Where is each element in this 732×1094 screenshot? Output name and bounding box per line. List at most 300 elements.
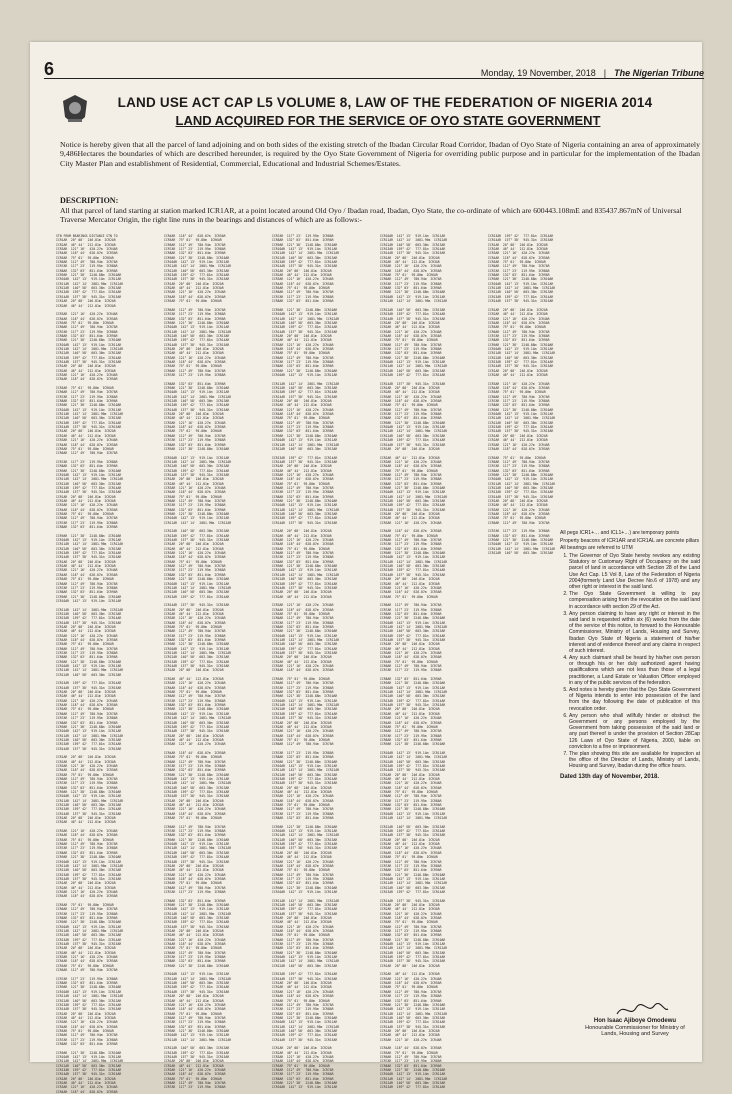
table-row: ICR7AR 117° 23' 219.95m ICR8AR [164,763,226,768]
table-row: ICR12AR 140° 58' 603.36m ICR13AR [56,611,122,616]
table-row: ICR9AR 121° 38' 2248.88m ICR10AR [488,407,554,412]
table-row: ICR8AR 132° 03' 851.64m ICR9AR [272,816,334,821]
table-row: ICR12AR 140° 58' 603.36m ICR13AR [56,286,122,291]
table-row: ICR11AR 142° 14' 2081.96m ICR12AR [272,768,340,773]
table-row: ICR8AR 132° 03' 851.64m ICR9AR [272,755,334,760]
table-row: ICR10AR 142° 13' 919.14m ICR11AR [380,294,446,299]
table-column [164,234,272,1090]
table-row: ICR2AR 46° 44' 212.81m ICR3AR [164,351,224,356]
table-row: ICR9AR 121° 38' 2248.88m ICR10AR [272,307,338,312]
table-row: ICR12AR 140° 58' 603.36m ICR13AR [272,255,338,260]
table-row: ICR4AR 118° 44' 628.07m ICR5AR [56,251,118,256]
table-row: ICR8AR 132° 03' 851.64m ICR9AR [272,429,334,434]
table-row: ICR5AR 75° 01' 95.80m ICR6AR [380,468,438,473]
table-row: ICR8AR 132° 03' 851.64m ICR9AR [380,546,442,551]
table-row: ICR7AR 117° 23' 219.95m ICR8AR [56,459,118,464]
table-row: ICR1AR 20° 08' 246.81m ICR2AR [272,333,332,338]
table-row: ICR2AR 46° 44' 212.81m ICR3AR [380,325,440,330]
table-row: ICR1AR 20° 08' 246.81m ICR2AR [56,816,116,821]
table-row: ICR9AR 121° 38' 2248.88m ICR10AR [56,338,122,343]
table-row: ICR7AR 117° 23' 219.95m ICR8AR [272,811,334,816]
table-row: ICR12AR 140° 58' 603.36m ICR13AR [380,950,446,955]
table-row: ICR11AR 142° 14' 2081.96m ICR12AR [164,911,232,916]
table-row: ICR2AR 46° 44' 212.81m ICR3AR [164,1063,224,1068]
table-row: ICR11AR 142° 14' 2081.96m ICR12AR [380,816,448,821]
table-row: ICR10AR 142° 13' 919.14m ICR11AR [164,516,230,521]
table-row: ICR6AR 112° 49' 780.94m ICR7AR [272,485,334,490]
list-item: 7. The plan showing this site are available for inspection at the office of the Director of Lands, Ministry of Lands, Housing and Survey, Ibadan during the office hours. [569,751,700,769]
table-row: ICR6AR 112° 49' 780.94m ICR7AR [272,355,334,360]
table-row: ICR3AR 121° 16' 420.27m ICR4AR [488,316,550,321]
table-row: ICR7AR 117° 23' 219.95m ICR8AR [380,346,442,351]
table-row: ICR10AR 142° 13' 919.14m ICR11AR [380,876,446,881]
table-row: ICR8AR 132° 03' 851.64m ICR9AR [272,494,334,499]
table-row: ICR5AR 75° 01' 95.80m ICR6AR [164,429,222,434]
table-row: ICR10AR 142° 13' 919.14m ICR11AR [164,455,230,460]
table-row: ICR14AR 157° 38' 945.31m ICR15AR [380,507,446,512]
table-row: ICR10AR 142° 13' 919.14m ICR11AR [380,490,446,495]
list-item: 5. And notes is hereby given that the Oyo State Government of Nigeria intends to enter into possession of the land from the day following the date of publication of this revocation order. [569,687,700,711]
table-row: ICR3AR 121° 16' 420.27m ICR4AR [380,651,442,655]
table-row: ICR8AR 132° 03' 851.64m ICR9AR [488,403,550,408]
table-row: ICR14AR 157° 38' 945.31m ICR15AR [272,329,338,334]
table-row: ICR2AR 46° 44' 212.81m ICR3AR [56,950,116,955]
table-row: ICR5AR 75° 01' 95.80m ICR6AR [164,238,222,243]
table-row: ICR3AR 121° 16' 420.27m ICR4AR [56,438,118,443]
table-row: ICR7AR 117° 23' 219.95m ICR8AR [380,1059,442,1064]
table-row: ICR4AR 118° 44' 628.07m ICR5AR [56,1024,118,1029]
table-row: ICR1AR 20° 08' 246.81m ICR2AR [164,412,224,417]
table-row: ICR12AR 140° 58' 603.36m ICR13AR [272,1028,338,1033]
table-row: ICR14AR 157° 38' 945.31m ICR15AR [56,1007,122,1012]
table-row: ICR7AR 117° 23' 219.95m ICR8AR [164,698,226,703]
table-row: ICR6AR 112° 49' 780.94m ICR7AR [56,842,118,847]
table-row: ICR10AR 142° 13' 919.14m ICR11AR [56,407,122,412]
table-row: ICR3AR 121° 16' 420.27m ICR4AR [56,633,118,638]
table-row: ICR11AR 142° 14' 2081.96m ICR12AR [272,1024,340,1029]
table-row: ICR14AR 157° 38' 945.31m ICR15AR [488,429,554,434]
table-row: ICR14AR 157° 38' 945.31m ICR15AR [272,585,338,590]
table-row: ICR5AR 75° 01' 95.80m ICR6AR [488,516,546,521]
table-row: ICR8AR 132° 03' 851.64m ICR9AR [56,981,118,986]
table-row: ICR2AR 46° 44' 212.81m ICR3AR [272,594,332,599]
table-row: ICR13AR 159° 42' 777.81m ICR14AR [272,325,338,330]
table-row: ICR7AR 117° 23' 219.95m ICR8AR [272,490,334,495]
table-row: ICR10AR 142° 13' 919.14m ICR11AR [488,346,554,351]
table-row: ICR12AR 140° 58' 603.36m ICR13AR [164,850,230,855]
table-row: ICR10AR 142° 13' 919.14m ICR11AR [380,359,446,364]
table-row: ICR7AR 117° 23' 219.95m ICR8AR [164,503,226,508]
table-row: ICR3AR 121° 16' 420.27m ICR4AR [272,603,334,608]
table-row: ICR5AR 75° 01' 95.80m ICR6AR [272,737,330,742]
table-row: ICR5AR 75° 01' 95.80m ICR6AR [272,998,330,1003]
table-row: ICR14AR 157° 38' 945.31m ICR15AR [380,381,446,386]
table-row: ICR2AR 46° 44' 212.81m ICR3AR [488,373,548,377]
table-row: ICR7AR 117° 23' 219.95m ICR8AR [488,268,550,273]
table-row: ICR6AR 112° 49' 780.94m ICR7AR [488,264,550,269]
table-row: ICR3AR 121° 16' 420.27m ICR4AR [380,911,442,916]
table-row: ICR2AR 46° 44' 212.81m ICR3AR [164,416,224,421]
table-row: ICR11AR 142° 14' 2081.96m ICR12AR [164,781,232,786]
table-row: ICR8AR 132° 03' 851.64m ICR9AR [272,881,334,886]
table-row: ICR14AR 157° 38' 945.31m ICR15AR [164,407,230,412]
table-row: ICR6AR 112° 49' 780.94m ICR7AR [380,729,442,734]
table-row: ICR9AR 121° 38' 2248.88m ICR10AR [272,368,338,373]
table-row: ICR6AR 112° 49' 780.94m ICR7AR [272,937,334,942]
table-row: ICR1AR 20° 08' 246.81m ICR2AR [272,590,332,595]
table-row: ICR2AR 46° 44' 212.81m ICR3AR [380,776,440,781]
table-row: ICR4AR 118° 44' 628.07m ICR5AR [272,346,334,351]
table-row: ICR11AR 142° 14' 2081.96m ICR12AR [272,703,340,708]
table-row: ICR1AR 20° 08' 246.81m ICR2AR [56,494,116,499]
table-row: ICR9AR 121° 38' 2248.88m ICR10AR [164,255,230,260]
description-text: All that parcel of land starting at station marked ICR1AR, at a point located around Old Oyo / Ibadan road, Ibadan, Oyo State, the co-ordinate of which are 600443.108mE and 835437.867mN of Universal Traverse Mercator Origin, the right line runs in the bearings and distances of which are as follows:- [60,206,682,225]
table-row: ICR12AR 140° 58' 603.36m ICR13AR [56,1063,122,1068]
table-row: ICR6AR 112° 49' 780.94m ICR7AR [380,859,442,864]
table-row: ICR8AR 132° 03' 851.64m ICR9AR [488,273,550,278]
table-row: ICR9AR 121° 38' 2248.88m ICR10AR [164,577,230,582]
table-row: ICR8AR 132° 03' 851.64m ICR9AR [164,768,226,773]
table-row: ICR8AR 132° 03' 851.64m ICR9AR [56,915,118,920]
table-row: ICR2AR 46° 44' 212.81m ICR3AR [56,759,116,764]
table-row: ICR11AR 142° 14' 2081.96m ICR12AR [380,429,448,434]
table-row: ICR4AR 118° 44' 628.07m ICR5AR [56,377,118,382]
table-row: ICR6AR 112° 49' 780.94m ICR7AR [272,807,334,812]
paper-name: The Nigerian Tribune [614,68,704,78]
table-row: ICR10AR 142° 13' 919.14m ICR11AR [164,325,230,330]
table-row: ICR9AR 121° 38' 2248.88m ICR10AR [488,538,554,543]
table-row: ICR10AR 142° 13' 919.14m ICR11AR [272,312,338,317]
table-row: ICR8AR 132° 03' 851.64m ICR9AR [272,1011,334,1016]
table-row: ICR8AR 132° 03' 851.64m ICR9AR [164,381,226,386]
table-row: ICR4AR 118° 44' 628.07m ICR5AR [56,833,118,838]
table-row: ICR2AR 46° 44' 212.81m ICR3AR [56,368,116,373]
table-row: ICR11AR 142° 14' 2081.96m ICR12AR [56,798,124,803]
table-row: ICR1AR 20° 08' 246.81m ICR2AR [272,529,332,534]
table-row: ICR4AR 118° 44' 628.07m ICR5AR [380,1046,442,1051]
table-row: ICR12AR 140° 58' 603.36m ICR13AR [56,998,122,1003]
table-row: ICR1AR 20° 08' 246.81m ICR2AR [380,772,440,777]
table-row: ICR10AR 142° 13' 919.14m ICR11AR [56,794,122,799]
table-row: ICR6AR 112° 49' 780.94m ICR7AR [56,907,118,912]
table-row: ICR8AR 132° 03' 851.64m ICR9AR [164,703,226,708]
table-row: ICR7AR 117° 23' 219.95m ICR8AR [164,633,226,638]
table-row: ICR12AR 140° 58' 603.36m ICR13AR [380,759,446,764]
table-row: ICR4AR 118° 44' 628.07m ICR5AR [164,359,226,364]
table-row: ICR3AR 121° 16' 420.27m ICR4AR [164,355,226,360]
table-row: ICR13AR 159° 42' 777.81m ICR14AR [56,355,122,360]
table-row: ICR11AR 142° 14' 2081.96m ICR12AR [272,959,340,964]
table-row: ICR13AR 159° 42' 777.81m ICR14AR [488,234,554,238]
table-row: ICR3AR 121° 16' 420.27m ICR4AR [164,807,226,812]
table-row: ICR5AR 75° 01' 95.80m ICR6AR [380,920,438,925]
table-row: ICR4AR 118° 44' 628.07m ICR5AR [488,320,550,325]
table-row: ICR1AR 20° 08' 246.81m ICR2AR [164,1059,224,1064]
table-row: ICR4AR 118° 44' 628.07m ICR5AR [380,268,442,273]
table-row: ICR6AR 112° 49' 780.94m ICR7AR [56,968,118,973]
table-row: ICR3AR 121° 16' 420.27m ICR4AR [56,1020,118,1025]
table-row: ICR7AR 117° 23' 219.95m ICR8AR [488,333,550,338]
table-row: ICR10AR 142° 13' 919.14m ICR11AR [164,581,230,586]
table-row: ICR4AR 118° 44' 628.07m ICR5AR [272,1059,334,1064]
table-row: ICR4AR 118° 44' 628.07m ICR5AR [164,1007,226,1012]
table-row: ICR12AR 140° 58' 603.36m ICR13AR [164,785,230,790]
table-row: ICR10AR 142° 13' 919.14m ICR11AR [56,538,122,543]
table-row: ICR2AR 46° 44' 212.81m ICR3AR [164,286,224,291]
table-row: ICR3AR 121° 16' 420.27m ICR4AR [380,520,442,525]
table-row: ICR11AR 142° 14' 2081.96m ICR12AR [56,929,124,933]
table-row: ICR5AR 75° 01' 95.80m ICR6AR [56,255,114,260]
table-row: ICR7AR 117° 23' 219.95m ICR8AR [488,529,550,534]
table-row: ICR3AR 121° 16' 420.27m ICR4AR [380,459,442,464]
table-row: ICR10AR 142° 13' 919.14m ICR11AR [272,955,338,960]
table-row: ICR1AR 20° 08' 246.81m ICR2AR [56,364,116,369]
table-row: ICR1AR 20° 08' 246.81m ICR2AR [380,963,440,968]
table-row: ICR11AR 142° 14' 2081.96m ICR12AR [380,299,448,304]
table-row: ICR8AR 132° 03' 851.64m ICR9AR [380,933,442,938]
table-row: ICR7AR 117° 23' 219.95m ICR8AR [56,264,118,269]
table-row: ICR6AR 112° 49' 780.94m ICR7AR [164,242,226,247]
table-row: ICR13AR 159° 42' 777.81m ICR14AR [164,855,230,860]
table-row: ICR3AR 121° 16' 420.27m ICR4AR [272,794,334,799]
table-row: ICR9AR 121° 38' 2248.88m ICR10AR [272,564,338,569]
table-row: ICR14AR 157° 38' 945.31m ICR15AR [164,729,230,734]
table-row: ICR14AR 157° 38' 945.31m ICR15AR [272,459,338,464]
table-row: ICR8AR 132° 03' 851.64m ICR9AR [272,299,334,304]
table-row: ICR3AR 121° 16' 420.27m ICR4AR [164,551,226,556]
table-row: ICR11AR 142° 14' 2081.96m ICR12AR [272,507,340,512]
table-row: ICR7AR 117° 23' 219.95m ICR8AR [380,607,442,612]
table-row: ICR4AR 118° 44' 628.07m ICR5AR [380,529,442,534]
table-row: ICR1AR 20° 08' 246.81m ICR2AR [56,624,116,629]
table-row: ICR13AR 159° 42' 777.81m ICR14AR [272,842,338,847]
table-row: ICR3AR 121° 16' 420.27m ICR4AR [488,251,550,256]
table-row: ICR1AR 20° 08' 246.81m ICR2AR [380,446,440,451]
table-row: ICR6AR 112° 49' 780.94m ICR7AR [488,459,550,464]
masthead [44,58,704,79]
table-row: ICR11AR 142° 14' 2081.96m ICR12AR [164,585,232,590]
table-row: ICR11AR 142° 14' 2081.96m ICR12AR [272,316,340,321]
dated-line: Dated 13th day of November, 2018. [560,774,660,781]
table-row: ICR11AR 142° 14' 2081.96m ICR12AR [164,264,232,269]
table-row: ICR5AR 75° 01' 95.80m ICR6AR [272,933,330,938]
table-row: ICR13AR 159° 42' 777.81m ICR14AR [164,273,230,278]
table-row: ICR8AR 132° 03' 851.64m ICR9AR [164,442,226,447]
table-row: ICR3AR 121° 16' 420.27m ICR4AR [488,507,550,512]
table-row: ICR10AR 142° 13' 919.14m ICR11AR [380,811,446,816]
table-row: ICR7AR 117° 23' 219.95m ICR8AR [56,329,118,334]
table-row: ICR5AR 75° 01' 95.80m ICR6AR [272,286,330,291]
table-row: ICR13AR 159° 42' 777.81m ICR14AR [272,260,338,265]
table-row: ICR13AR 159° 42' 777.81m ICR14AR [488,425,554,430]
table-row: ICR3AR 121° 16' 420.27m ICR4AR [272,729,334,734]
table-row: ICR2AR 46° 44' 212.81m ICR3AR [380,646,440,651]
table-row: ICR2AR 46° 44' 212.81m ICR3AR [164,998,224,1003]
table-row: ICR9AR 121° 38' 2248.88m ICR10AR [164,837,230,842]
table-row: ICR9AR 121° 38' 2248.88m ICR10AR [272,1015,338,1020]
table-row: ICR12AR 140° 58' 603.36m ICR13AR [380,1081,446,1086]
table-row: ICR13AR 159° 42' 777.81m ICR14AR [380,438,446,443]
table-row: ICR7AR 117° 23' 219.95m ICR8AR [380,412,442,417]
table-row: ICR13AR 159° 42' 777.81m ICR14AR [380,1085,446,1090]
table-row: ICR9AR 121° 38' 2248.88m ICR10AR [488,342,554,347]
table-row: ICR13AR 159° 42' 777.81m ICR14AR [56,1068,122,1072]
table-row: ICR9AR 121° 38' 2248.88m ICR10AR [272,433,338,438]
table-row: ICR1AR 20° 08' 246.81m ICR2AR [56,690,116,695]
list-item: 3. Any person claiming to have any right or interest in the said land is requested within six (6) weeks from the date of the service of this notice, to forward to the Honourable Commissioner, Ministry of Lands, Housing and Survey, Ibadan Oyo State of Nigeria a statement of his/her interest and of evidence thereof and any claims in respect of such interest. [569,611,700,654]
table-row: ICR10AR 142° 13' 919.14m ICR11AR [164,390,230,395]
signer-name: Hon Isaac Ajiboye Omodewu [593,1018,677,1024]
table-row: ICR13AR 159° 42' 777.81m ICR14AR [56,681,122,686]
table-row: ICR5AR 75° 01' 95.80m ICR6AR [272,416,330,421]
table-row: ICR1AR 20° 08' 246.81m ICR2AR [164,863,224,868]
table-row: ICR6AR 112° 49' 780.94m ICR7AR [272,1002,334,1007]
table-row: ICR14AR 157° 38' 945.31m ICR15AR [56,490,122,495]
table-row: ICR4AR 118° 44' 628.07m ICR5AR [380,590,442,595]
table-row: ICR9AR 121° 38' 2248.88m ICR10AR [272,759,338,764]
table-row: ICR3AR 121° 16' 420.27m ICR4AR [56,312,118,317]
table-row: ICR2AR 46° 44' 212.81m ICR3AR [272,273,332,278]
table-row: ICR4AR 118° 44' 628.07m ICR5AR [380,399,442,404]
table-row: ICR9AR 121° 38' 2248.88m ICR10AR [56,533,122,538]
table-row: ICR1AR 20° 08' 246.81m ICR2AR [380,1028,440,1033]
table-row: ICR5AR 75° 01' 95.80m ICR6AR [380,790,438,794]
table-row: ICR6AR 112° 49' 780.94m ICR7AR [56,711,118,716]
table-row: ICR14AR 157° 38' 945.31m ICR15AR [272,911,338,916]
table-row: ICR1AR 20° 08' 246.81m ICR2AR [488,368,548,373]
table-row: ICR14AR 157° 38' 945.31m ICR15AR [164,859,230,864]
table-row: ICR13AR 159° 42' 777.81m ICR14AR [272,711,338,716]
table-row: ICR2AR 46° 44' 212.81m ICR3AR [488,438,548,443]
table-row: ICR12AR 140° 58' 603.36m ICR13AR [272,320,338,325]
table-row: ICR4AR 118° 44' 628.07m ICR5AR [56,703,118,708]
table-row: ICR12AR 140° 58' 603.36m ICR13AR [272,707,338,712]
table-row: ICR12AR 140° 58' 603.36m ICR13AR [380,694,446,699]
table-row: ICR3AR 121° 16' 420.27m ICR4AR [56,763,118,768]
table-row: ICR5AR 75° 01' 95.80m ICR6AR [488,325,546,330]
table-row: ICR9AR 121° 38' 2248.88m ICR10AR [56,1050,122,1055]
table-row: ICR1AR 20° 08' 246.81m ICR2AR [56,1011,116,1016]
table-row: ICR2AR 46° 44' 212.81m ICR3AR [56,820,116,825]
table-row: ICR11AR 142° 14' 2081.96m ICR12AR [380,624,448,629]
table-row: ICR3AR 121° 16' 420.27m ICR4AR [164,485,226,490]
table-row: ICR5AR 75° 01' 95.80m ICR6AR [164,881,222,886]
table-row: ICR6AR 112° 49' 780.94m ICR7AR [380,277,442,282]
table-row: ICR7AR 117° 23' 219.95m ICR8AR [56,651,118,655]
table-row: ICR12AR 140° 58' 603.36m ICR13AR [380,498,446,503]
table-row: ICR2AR 46° 44' 212.81m ICR3AR [164,803,224,808]
table-row: ICR3AR 121° 16' 420.27m ICR4AR [56,247,118,252]
table-row: ICR14AR 157° 38' 945.31m ICR15AR [164,277,230,282]
table-row: ICR1AR 20° 08' 246.81m ICR2AR [56,1076,116,1081]
table-row: ICR7AR 117° 23' 219.95m ICR8AR [164,568,226,573]
table-row: ICR3AR 121° 16' 420.27m ICR4AR [272,472,334,477]
table-row: ICR13AR 159° 42' 777.81m ICR14AR [56,616,122,621]
table-row: ICR8AR 132° 03' 851.64m ICR9AR [164,898,226,903]
table-row: ICR2AR 46° 44' 212.81m ICR3AR [56,885,116,890]
table-row: ICR11AR 142° 14' 2081.96m ICR12AR [488,286,556,291]
table-row: ICR6AR 112° 49' 780.94m ICR7AR [488,520,550,525]
table-row: ICR11AR 142° 14' 2081.96m ICR12AR [272,833,340,838]
table-row: ICR14AR 157° 38' 945.31m ICR15AR [56,1072,122,1077]
table-row: ICR8AR 132° 03' 851.64m ICR9AR [56,590,118,595]
table-column [272,234,380,1090]
table-row: ICR11AR 142° 14' 2081.96m ICR12AR [56,542,124,547]
table-row: ICR13AR 159° 42' 777.81m ICR14AR [380,955,446,960]
table-row: ICR7AR 117° 23' 219.95m ICR8AR [380,477,442,482]
table-row: ICR4AR 118° 44' 628.07m ICR5AR [164,425,226,430]
table-row: ICR11AR 142° 14' 2081.96m ICR12AR [380,690,448,695]
table-row: ICR9AR 121° 38' 2248.88m ICR10AR [380,1068,446,1072]
table-row: ICR3AR 121° 16' 420.27m ICR4AR [380,585,442,590]
table-row: ICR10AR 142° 13' 919.14m ICR11AR [164,260,230,265]
table-row: ICR3AR 121° 16' 420.27m ICR4AR [164,1002,226,1007]
table-row: ICR3AR 121° 16' 420.27m ICR4AR [380,976,442,981]
table-row: ICR8AR 132° 03' 851.64m ICR9AR [56,850,118,855]
table-row: ICR3AR 121° 16' 420.27m ICR4AR [380,781,442,786]
table-row: ICR6AR 112° 49' 780.94m ICR7AR [56,776,118,781]
table-row: ICR7AR 117° 23' 219.95m ICR8AR [56,716,118,721]
table-row: ICR3AR 121° 16' 420.27m ICR4AR [380,329,442,334]
table-row: ICR6AR 112° 49' 780.94m ICR7AR [56,390,118,395]
table-row: ICR12AR 140° 58' 603.36m ICR13AR [164,720,230,725]
table-row: ICR8AR 132° 03' 851.64m ICR9AR [164,637,226,642]
table-row: ICR1AR 20° 08' 246.81m ICR2AR [56,429,116,434]
table-row: ICR4AR 118° 44' 628.07m ICR5AR [164,1072,226,1077]
table-row: ICR7AR 117° 23' 219.95m ICR8AR [164,438,226,443]
table-row: ICR14AR 157° 38' 945.31m ICR15AR [380,442,446,447]
table-row: ICR8AR 132° 03' 851.64m ICR9AR [164,833,226,838]
table-row: ICR2AR 46° 44' 212.81m ICR3AR [164,611,224,616]
table-row: ICR12AR 140° 58' 603.36m ICR13AR [380,564,446,569]
table-row: ICR14AR 157° 38' 945.31m ICR15AR [164,989,230,994]
table-row: ICR4AR 118° 44' 628.07m ICR5AR [56,637,118,642]
table-row: ICR13AR 159° 42' 777.81m ICR14AR [56,937,122,942]
table-row: ICR1AR 20° 08' 246.81m ICR2AR [380,902,440,907]
table-row: ICR14AR 157° 38' 945.31m ICR15AR [56,746,122,751]
table-row: ICR12AR 140° 58' 603.36m ICR13AR [56,933,122,938]
table-row: ICR5AR 75° 01' 95.80m ICR6AR [56,772,114,777]
table-row: ICR8AR 132° 03' 851.64m ICR9AR [488,338,550,343]
table-row: ICR9AR 121° 38' 2248.88m ICR10AR [164,386,230,391]
table-row: ICR14AR 157° 38' 945.31m ICR15AR [56,876,122,881]
table-row: ICR11AR 142° 14' 2081.96m ICR12AR [272,637,340,642]
table-row: ICR10AR 142° 13' 919.14m ICR11AR [164,842,230,847]
table-row: ICR4AR 118° 44' 628.07m ICR5AR [56,572,118,577]
table-row: ICR12AR 140° 58' 603.36m ICR13AR [380,1015,446,1020]
table-row: ICR1AR 20° 08' 246.81m ICR2AR [380,577,440,582]
table-row: ICR7AR 117° 23' 219.95m ICR8AR [164,1085,226,1090]
table-row: ICR14AR 157° 38' 945.31m ICR15AR [164,664,230,669]
table-row: ICR13AR 159° 42' 777.81m ICR14AR [164,1050,230,1055]
table-row: ICR5AR 75° 01' 95.80m ICR6AR [380,273,438,278]
table-row: ICR2AR 46° 44' 212.81m ICR3AR [380,516,440,521]
table-row: ICR11AR 142° 14' 2081.96m ICR12AR [380,755,448,760]
table-row: ICR10AR 142° 13' 919.14m ICR11AR [56,342,122,347]
table-row: ICR7AR 117° 23' 219.95m ICR8AR [488,464,550,469]
table-row: ICR13AR 159° 42' 777.81m ICR14AR [56,420,122,425]
table-row: ICR4AR 118° 44' 628.07m ICR5AR [272,994,334,999]
table-row: ICR3AR 121° 16' 420.27m ICR4AR [272,407,334,412]
table-row: ICR6AR 112° 49' 780.94m ICR7AR [380,603,442,608]
table-row: ICR14AR 157° 38' 945.31m ICR15AR [56,942,122,947]
notice-paragraph: Notice is hereby given that all the parcel of land adjoining and on both sides of the existing stretch of the Ibadan Circular Road Corridor, Ibadan of Oyo State of Nigeria containing an area of approximately 9,486Hectares the boundaries of which are described hereunder, is required by the Oyo State Government of Nigeria for overriding public purpose and in particular for the implementation of the Ibadan City Master Plan and establishment of Residential, Commercial, Educational and Industrial Schemes/Estates. [60,140,700,168]
table-row: ICR6AR 112° 49' 780.94m ICR7AR [488,394,550,399]
table-row: ICR3AR 121° 16' 420.27m ICR4AR [272,664,334,669]
table-row: ICR3AR 121° 16' 420.27m ICR4AR [164,937,226,942]
table-row: ICR4AR 118° 44' 628.07m ICR5AR [380,850,442,855]
table-row: ICR1AR 20° 08' 246.81m ICR2AR [380,255,440,260]
